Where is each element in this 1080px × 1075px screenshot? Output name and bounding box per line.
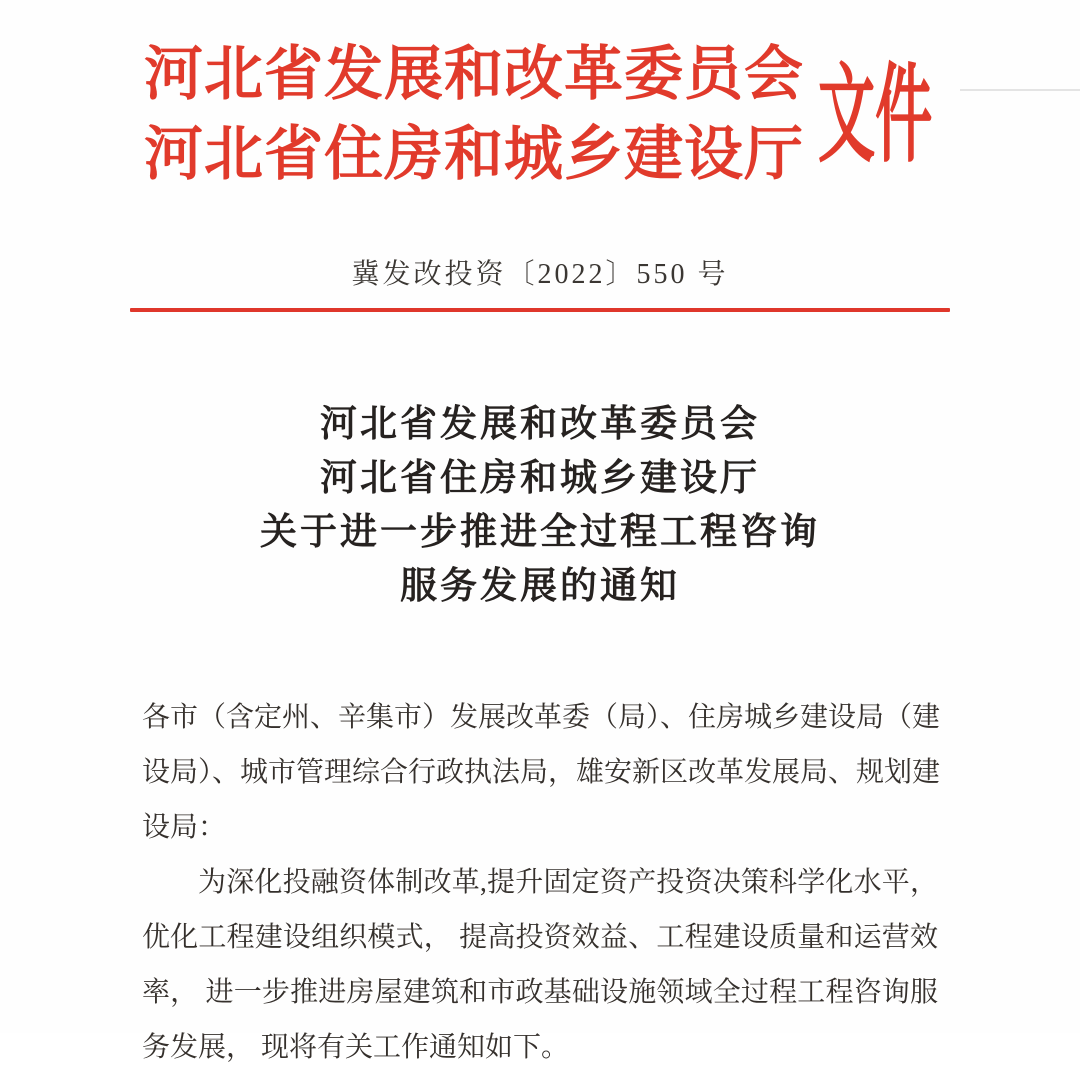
body-line: 务发展， 现将有关工作通知如下。 bbox=[142, 1032, 570, 1063]
body-line: 为深化投融资体制改革,提升固定资产投资决策科学化水平， bbox=[198, 867, 938, 898]
document-title bbox=[0, 398, 1080, 614]
scan-artifact-line bbox=[960, 89, 1080, 91]
red-divider-line bbox=[130, 308, 950, 312]
letterhead bbox=[0, 0, 1080, 194]
intro-paragraph bbox=[142, 855, 938, 1075]
doc-mark-wenjian: 文件 bbox=[818, 57, 933, 176]
recipients-paragraph bbox=[142, 690, 941, 855]
body-line: 设局： bbox=[142, 812, 227, 843]
document-body bbox=[142, 690, 941, 1075]
body-line: 各市（含定州、辛集市）发展改革委（局）、住房城乡建设局（建 bbox=[142, 702, 941, 733]
title-line-3: 关于进一步推进全过程工程咨询 bbox=[260, 512, 820, 553]
title-line-2: 河北省住房和城乡建设厅 bbox=[320, 458, 760, 499]
doc-number: 冀发改投资〔2022〕550 号 bbox=[351, 259, 729, 290]
body-line: 率， 进一步推进房屋建筑和市政基础设施领域全过程工程咨询服 bbox=[142, 977, 938, 1008]
letterhead-org-names bbox=[144, 34, 804, 194]
title-line-1: 河北省发展和改革委员会 bbox=[320, 404, 760, 445]
org-name-line-2: 河北省住房和城乡建设厅 bbox=[143, 121, 804, 187]
title-line-4: 服务发展的通知 bbox=[400, 566, 680, 607]
body-line: 优化工程建设组织模式， 提高投资效益、工程建设质量和运营效 bbox=[142, 922, 938, 953]
org-name-line-1: 河北省发展和改革委员会 bbox=[143, 41, 804, 107]
body-line: 设局）、城市管理综合行政执法局，雄安新区改革发展局、规划建 bbox=[142, 757, 941, 788]
